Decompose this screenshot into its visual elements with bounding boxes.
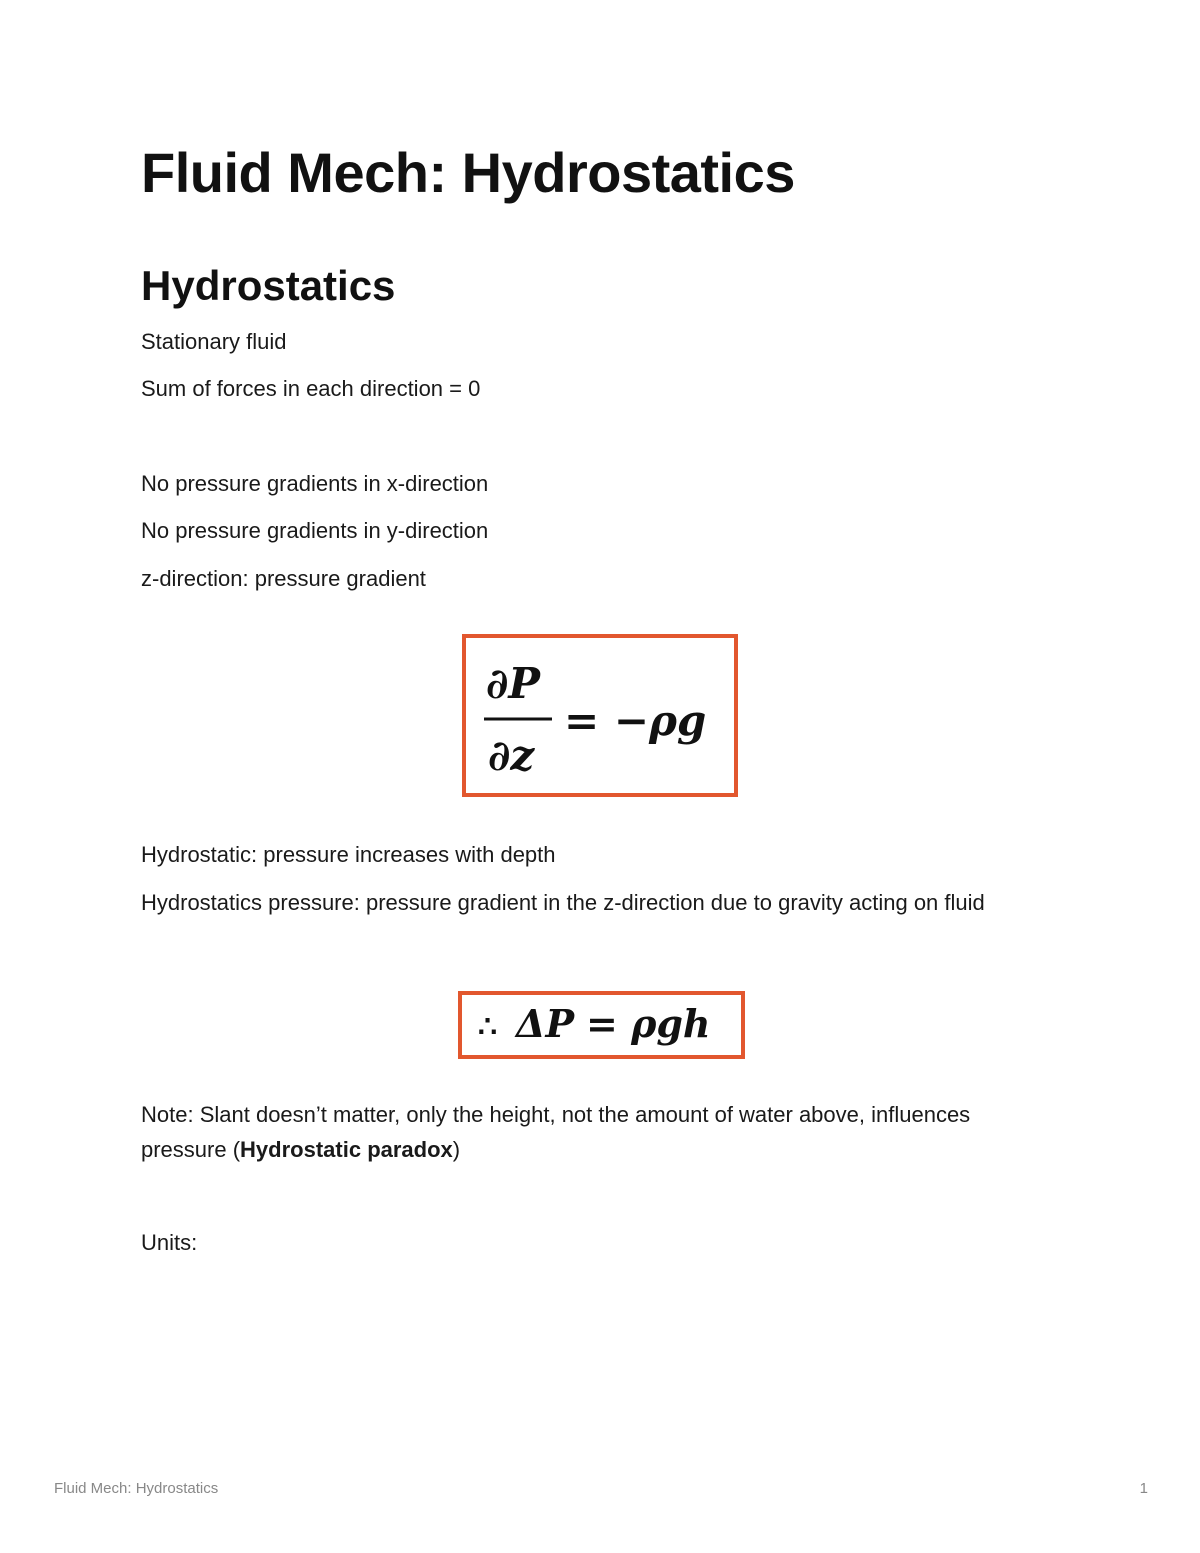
section-heading: Hydrostatics	[141, 262, 396, 309]
paragraph-increases-depth: Hydrostatic: pressure increases with depth	[141, 842, 556, 867]
paragraph-z-direction: z-direction: pressure gradient	[141, 566, 426, 591]
equation-pressure-gradient	[462, 634, 738, 797]
note-suffix: )	[452, 1137, 461, 1162]
note-prefix: Note: Slant doesn’t matter, only the height, not the amount of water above, influences pressure (	[141, 1102, 971, 1162]
equation-hydrostatic-pressure-svg	[462, 995, 741, 1055]
eq1-rhs: = −ρg	[564, 696, 707, 745]
note-hydrostatic-paradox: Hydrostatic paradox	[240, 1137, 453, 1162]
eq1-denominator: ∂z	[488, 731, 535, 780]
paragraph-stationary: Stationary fluid	[141, 329, 287, 354]
footer-document-title: Fluid Mech: Hydrostatics	[54, 1480, 219, 1497]
eq1-numerator: ∂P	[486, 659, 541, 708]
footer-page-number: 1	[1139, 1480, 1148, 1497]
paragraph-no-gradient-y: No pressure gradients in y-direction	[141, 518, 489, 543]
eq2-lhs: ΔP	[516, 1001, 575, 1046]
paragraph-units: Units:	[141, 1230, 198, 1255]
equation-pressure-gradient-svg	[466, 638, 734, 793]
eq2-rhs: = ρgh	[586, 1001, 711, 1046]
paragraph-no-gradient-x: No pressure gradients in x-direction	[141, 471, 489, 496]
paragraph-hydrostatics-pressure: Hydrostatics pressure: pressure gradient in the z-direction due to gravity acting on fluid	[141, 890, 985, 915]
eq2-therefore-symbol: ∴	[478, 1010, 498, 1045]
equation-hydrostatic-pressure	[458, 991, 745, 1059]
paragraph-note	[141, 1097, 1041, 1167]
paragraph-sum-forces: Sum of forces in each direction = 0	[141, 376, 481, 401]
page-title: Fluid Mech: Hydrostatics	[141, 141, 795, 204]
